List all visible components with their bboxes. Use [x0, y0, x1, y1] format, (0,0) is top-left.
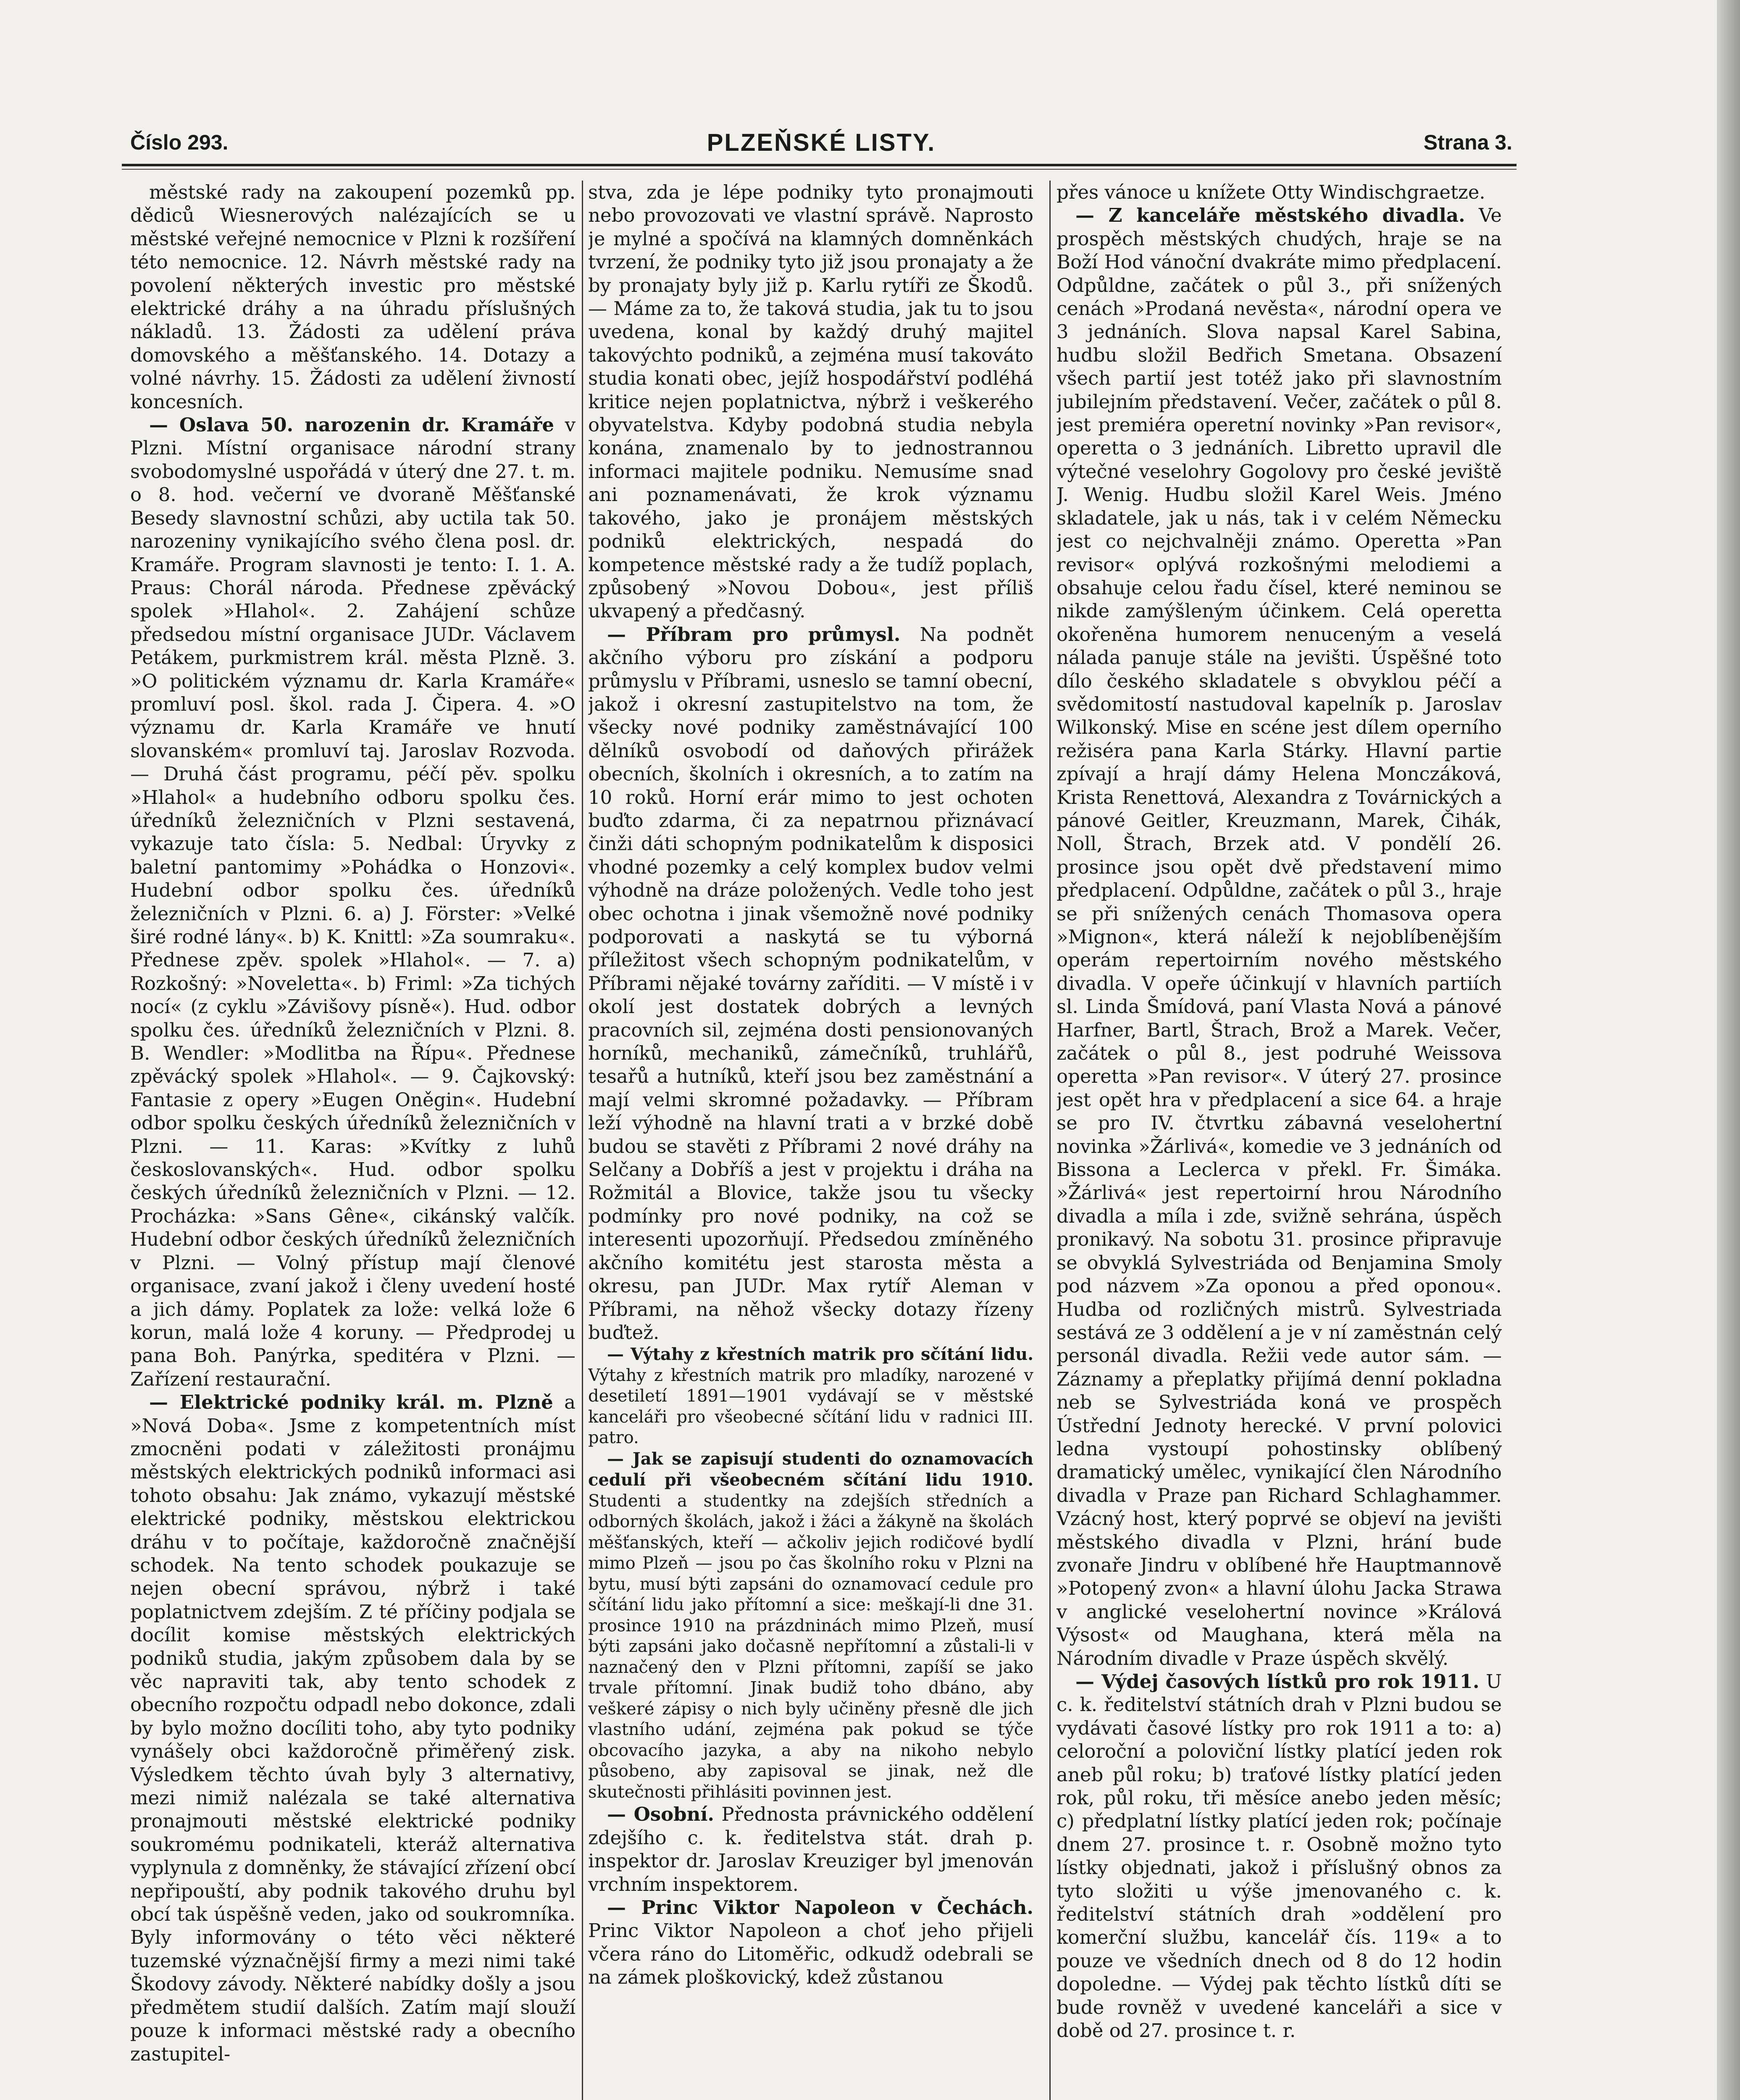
newspaper-title: PLZEŇSKÉ LISTY. — [707, 129, 936, 156]
article-paragraph — [588, 1896, 1033, 1989]
article-text: U c. k. ředitelství státních drah v Plzni budou se vydávati časové lístky pro rok 1911 a to: a) celoroční a poloviční lístky platící jeden rok aneb půl roku; b) traťové lístky platící jeden rok, půl roku, tři měsíce anebo jeden měsíc; c) předplatní lístky platící jeden rok; počínaje dnem 27. prosince t. r. Osobně možno tyto lístky objednati, jakož i příslušný obnos za tyto složiti u výše jmenovaného c. k. ředitelství státních drah »oddělení pro komerční službu, kancelář čís. 119« a to pouze ve všedních dnech od 8 do 12 hodin dopoledne. — Výdej pak těchto lístků díti se bude rovněž v uvedené kanceláři a sice v době od 27. prosince t. r. — [1057, 1670, 1502, 2042]
issue-number: Číslo 293. — [130, 131, 229, 154]
article-heading: — Jak se zapisují studenti do oznamovacích cedulí při všeobecném sčítání lidu 1910. — [588, 1449, 1033, 1490]
article-paragraph — [588, 623, 1033, 1344]
article-text: a »Nová Doba«. Jsme z kompetentních míst zmocněni podati v záležitosti pronájmu městských elektrických podniků informaci asi tohoto obsahu: Jak známo, vykazují městské elektrické podniky, městskou elektrickou dráhu v to počítaje, každoročně značnější schodek. Na tento schodek poukazuje se nejen obecní správou, nýbrž i také poplatnictvem zdejším. Z té příčiny podjala se docílit komise městských elektrických podniků studia, jakým způsobem dala by se věc napraviti tak, aby tento schodek z obecního rozpočtu odpadl nebo dokonce, zdali by bylo možno docíliti toho, aby tyto podniky vynášely obci každoročně přiměřený zisk. Výsledkem těchto úvah byly 3 alternativy, mezi nimiž nalézala se také alternativa pronajmouti městské elektrické podniky soukromému podnikateli, kteráž alternativa vyplynula z domněnky, že stávající zřízení obcí nepřipouští, aby podnik takového druhu byl obcí tak úspěšně veden, jako od soukromníka. Byly informovány o této věci některé tuzemské význačnější firmy a mezi nimi také Škodovy závody. Některé nabídky došly a jsou předmětem studií dalších. Zatím mají slouží pouze k informaci městské rady a obecního zastupitel- — [130, 1391, 576, 2065]
article-text: v Plzni. Místní organisace národní strany svobodomyslné uspořádá v úterý dne 27. t. m. o 8. hod. večerní ve dvoraně Měšťanské Besedy slavnostní schůzi, aby uctila tak 50. narozeniny vynikajícího svého člena posl. dr. Kramáře. Program slavnosti je tento: I. 1. A. Praus: Chorál národa. Přednese zpěvácký spolek »Hlahol«. 2. Zahájení schůze předsedou místní organisace JUDr. Václavem Petákem, purkmistrem král. města Plzně. 3. »O politickém významu dr. Karla Kramáře« promluví posl. škol. rada J. Čipera. 4. »O významu dr. Karla Kramáře ve hnutí slovanském« promluví taj. Jaroslav Rozvoda. — Druhá část programu, péčí pěv. spolku »Hlahol« a hudebního odboru spolku čes. úředníků železničních v Plzni sestavená, vykazuje tato čísla: 5. Nedbal: Úryvky z baletní pantomimy »Pohádka o Honzovi«. Hudební odbor spolku čes. úředníků železničních v Plzni. 6. a) J. Förster: »Velké širé rodné lány«. b) K. Knittl: »Za soumraku«. Přednese zpěv. spolek »Hlahol«. — 7. a) Rozkošný: »Noveletta«. b) Friml: »Za tichých nocí« (z cyklu »Závišovy písně«). Hud. odbor spolku čes. úředníků železničních v Plzni. 8. B. Wendler: »Modlitba na Řípu«. Přednese zpěvácký spolek »Hlahol«. — 9. Čajkovský: Fantasie z opery »Eugen Oněgin«. Hudební odbor spolku českých úředníků železničních v Plzni. — 11. Karas: »Kvítky z luhů českoslovanských«. Hud. odbor spolku českých úředníků železničních v Plzni. — 12. Procházka: »Sans Gêne«, cikánský valčík. Hudební odbor českých úředníků železničních v Plzni. — Volný přístup mají členové organisace, zvaní jakož i členy uvedení hosté a jich dámy. Poplatek za lože: velká lože 6 korun, malá lože 4 koruny. — Předprodej u pana Boh. Panýrka, speditéra v Plzni. — Zařízení restaurační. — [130, 414, 576, 1390]
article-paragraph — [588, 1449, 1033, 1803]
article-text: Studenti a studentky na zdejších středních a odborných školách, jakož i žáci a žákyně na školách měšťanských, kteří — ačkoliv jejich rodičové bydlí mimo Plzeň — jsou po čas školního roku v Plzni na bytu, musí býti zapsáni do oznamovací cedule pro sčítání lidu jako přítomní a sice: meškají-li dne 31. prosince 1910 na prázdninách mimo Plzeň, musí býti zapsáni jako dočasně nepřítomní a zůstali-li v naznačený den v Plzni přítomni, zapíší se jako trvale přítomní. Jinak budiž toho dbáno, aby veškeré zápisy o nich byly učiněny přesně dle jich vlastního udání, zejména pak pokud se týče obcovacího jazyka, a aby na nikoho nebylo působeno, aby zapisoval se jinak, než dle skutečnosti přihlásiti povinnen jest. — [588, 1491, 1033, 1802]
article-text: Na podnět akčního výboru pro získání a podporu průmyslu v Příbrami, usneslo se tamní obecní, jakož i okresní zastupitelstvo na tom, že všecky nové podniky zaměstnávající 100 dělníků osvobodí od daňových přirážek obecních, školních i okresních, a to zatím na 10 roků. Horní erár mimo to jest ochoten buďto zdarma, či za nepatrnou přiznávací činži dáti schopným podnikatelům k disposici vhodné pozemky a celý komplex budov velmi výhodně na dráze položených. Vedle toho jest obec ochotna i jinak všemožně nové podniky podporovati a naskytá se tu výborná příležitost všech schopným podnikatelům, v Příbrami nějaké továrny zaříditi. — V místě i v okolí jest dostatek dobrých a levných pracovních sil, zejména dosti pensionovaných horníků, mechaniků, zámečníků, truhlářů, tesařů a hutníků, kteří jsou bez zaměstnání a mají velmi skromné požadavky. — Příbram leží výhodně na hlavní trati a v brzké době budou se stavěti z Příbrami 2 nové dráhy na Selčany a Dobříš a jest v projektu i dráha na Rožmitál a Blovice, takže jsou tu všecky podmínky pro nové podniky, na což se interesenti upozorňují. Předsedou zmíněného akčního komitétu jest starosta města a okresu, pan JUDr. Max rytíř Aleman v Příbrami, na něhož všecky dotazy řízeny buďtež. — [588, 623, 1033, 1344]
article-paragraph — [588, 1344, 1033, 1449]
article-paragraph — [1057, 1670, 1502, 2042]
article-paragraph — [130, 1391, 576, 2066]
article-text: Ve prospěch městských chudých, hraje se na Boží Hod vánoční dvakráte mimo předplacení. Odpůldne, začátek o půl 3., při snížených cenách »Prodaná nevěsta«, národní opera ve 3 jednáních. Slova napsal Karel Sabina, hudbu složil Bedřich Smetana. Obsazení všech partií jest totéž jako při slavnostním jubilejním představení. Večer, začátek o půl 8. jest premiéra operetní novinky »Pan revisor«, operetta o 3 jednáních. Libretto upravil dle výtečné veselohry Gogolovy pro české jeviště J. Wenig. Hudbu složil Karel Weis. Jméno skladatele, jak u nás, tak i v celém Německu jest co nejchvalněji známo. Operetta »Pan revisor« oplývá rozkošnými melodiemi a obsahuje celou řadu čísel, které neminou se nikde zamýšleným účinkem. Celá operetta okořeněna humorem nenuceným a veselá nálada panuje stále na jevišti. Úspěšné toto dílo českého skladatele s obvyklou péčí a svědomitostí nastudoval kapelník p. Jaroslav Wilkonský. Mise en scéne jest dílem operního režiséra pana Karla Stárky. Hlavní partie zpívají a hrají dámy Helena Monczáková, Krista Renettová, Alexandra z Továrnických a pánové Geitler, Kreuzmann, Marek, Čihák, Noll, Štrach, Brzek atd. V pondělí 26. prosince jsou opět dvě představení mimo předplacení. Odpůldne, začátek o půl 3., hraje se při snížených cenách Thomasova opera »Mignon«, která náleží k nejoblíbenějším operám repertoirním nového městského divadla. V opeře účinkují v hlavních partiích sl. Linda Šmídová, paní Vlasta Nová a pánové Harfner, Bartl, Štrach, Brož a Marek. Večer, začátek o půl 8., jest podruhé Weissova operetta »Pan revisor«. V úterý 27. prosince jest opět hra v předplacení a sice 64. a hraje se pro IV. čtvrtku zábavná veselohertní novinka »Žárlivá«, komedie ve 3 jednáních od Bissona a Leclerca v překl. Fr. Šimáka. »Žárlivá« jest repertoirní hrou Národního divadla a míla i zde, svižně sehrána, úspěch pronikavý. Na sobotu 31. prosince připravuje se obvyklá Sylvestriáda od Benjamina Smoly pod názvem »Za oponou a před oponou«. Hudba od rozličných mistrů. Sylvestriada sestává ze 3 oddělení a je v ní zaměstnán celý personál divadla. Režii vede autor sám. — Záznamy a přeplatky přijímá denní pokladna neb se Sylvestriáda koná ve prospěch Ústřední Jednoty herecké. V první polovici ledna vystoupí pohostinsky oblíbený dramatický umělec, vynikající člen Národního divadla v Praze pan Richard Schlaghammer. Vzácný host, který poprvé se objeví na jevišti městského divadla v Plzni, hrání bude zvonaře Jindru v oblíbené hře Hauptmannově »Potopený zvon« a hlavní úlohu Jacka Strawa v anglické veselohertní novince »Králová Výsost« od Maughana, která měla na Národním divadle v Praze úspěch skvělý. — [1057, 204, 1502, 1670]
article-heading: — Výdej časových lístků pro rok 1911. — [1075, 1670, 1480, 1693]
article-heading: — Výtahy z křestních matrik pro sčítání lidu. — [607, 1344, 1033, 1365]
column-2 — [588, 181, 1033, 2100]
article-heading: — Z kanceláře městského divadla. — [1075, 204, 1465, 227]
article-paragraph — [588, 181, 1033, 623]
page-number: Strana 3. — [1423, 131, 1512, 154]
article-paragraph — [1057, 181, 1502, 204]
article-paragraph — [130, 181, 576, 413]
column-1 — [130, 181, 576, 2100]
column-3 — [1057, 181, 1502, 2100]
article-text: přes vánoce u knížete Otty Windischgraetze. — [1057, 181, 1485, 203]
article-text: Výtahy z křestních matrik pro mladíky, narozené v desetiletí 1891—1901 vydávají se v městské kanceláři pro všeobecné sčítání lidu v radnici III. patro. — [588, 1365, 1033, 1448]
article-text: městské rady na zakoupení pozemků pp. dědiců Wiesnerových nalézajících se u městské veřejné nemocnice v Plzni k rozšíření této nemocnice. 12. Návrh městské rady na povolení některých investic pro městské elektrické dráhy a na úhradu příslušných nákladů. 13. Žádosti za udělení práva domovského a měšťanského. 14. Dotazy a volné návrhy. 15. Žádosti za udělení živností koncesních. — [130, 181, 576, 413]
column-divider-2 — [1049, 181, 1051, 2100]
article-text: stva, zda je lépe podniky tyto pronajmouti nebo provozovati ve vlastní správě. Naprosto je mylné a spočívá na klamných domněnkách tvrzení, že podniky tyto již jsou pronajaty a že by pronajaty byly již p. Karlu rytíři ze Škodů. — Máme za to, že taková studia, jak tu to jsou uvedena, konal by každý druhý majitel takovýchto podniků, a zejména musí takováto studia konati obec, jejíž hospodářství podléhá kritice nejen poplatnictva, nýbrž i veškerého obyvatelstva. Kdyby podobná studia nebyla konána, znamenalo by to jednostrannou informaci majitele podniku. Nemusíme snad ani poznamenávati, že krok významu takového, jako je pronájem městských podniků elektrických, nespadá do kompetence městské rady a že tudíž poplach, způsobený »Novou Dobou«, jest příliš ukvapený a předčasný. — [588, 181, 1033, 622]
article-heading: — Oslava 50. narozenin dr. Kramáře — [149, 414, 555, 436]
header-rule-thin — [122, 169, 1517, 170]
article-heading: — Elektrické podniky král. m. Plzně — [149, 1391, 553, 1414]
article-heading: — Princ Viktor Napoleon v Čechách. — [607, 1896, 1033, 1919]
article-paragraph — [1057, 204, 1502, 1670]
page-edge-right — [1717, 0, 1740, 2100]
column-divider-1 — [582, 181, 583, 2100]
article-text: Princ Viktor Napoleon a choť jeho přijeli včera ráno do Litoměřic, odkudž odebrali se na zámek ploškovický, kdež zůstanou — [588, 1919, 1033, 1989]
article-text: Přednosta právnického oddělení zdejšího c. k. ředitelstva stát. drah p. inspektor dr. Jaroslav Kreuziger byl jmenován vrchním inspektorem. — [588, 1803, 1033, 1895]
page-header — [130, 130, 1512, 164]
article-heading: — Příbram pro průmysl. — [607, 623, 901, 646]
article-heading: — Osobní. — [607, 1803, 715, 1826]
article-paragraph — [130, 413, 576, 1391]
header-rule — [122, 164, 1517, 166]
article-paragraph — [588, 1803, 1033, 1896]
